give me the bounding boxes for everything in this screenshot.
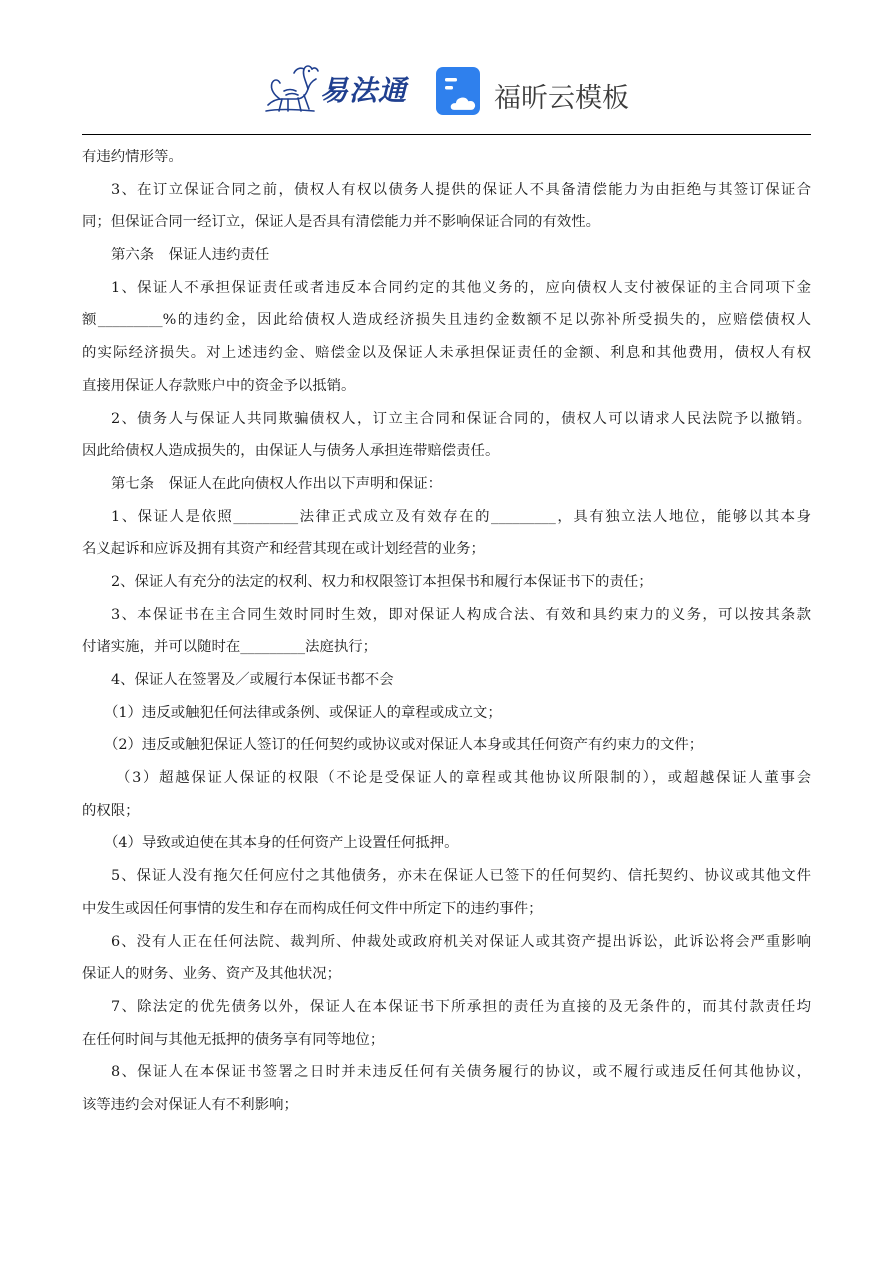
fuxin-logo	[436, 67, 636, 117]
text-line: 4、保证人在签署及／或履行本保证书都不会	[111, 672, 394, 688]
header-divider	[82, 134, 811, 135]
text-line: 2、债务人与保证人共同欺骗债权人，订立主合同和保证合同的，债权人可以请求人民法院予以撤销。	[111, 410, 811, 427]
text-line: 1、保证人不承担保证责任或者违反本合同约定的其他义务的，应向债权人支付被保证的主合同项下金	[111, 279, 811, 296]
document-body	[82, 141, 811, 1122]
text-line: （1）违反或触犯任何法律或条例、或保证人的章程或成立文；	[104, 704, 502, 721]
text-line: 7、除法定的优先债务以外，保证人在本保证书下所承担的责任为直接的及无条件的，而其付款责任均	[111, 998, 811, 1015]
yifatong-logo	[262, 61, 422, 115]
text-line: 直接用保证人存款账户中的资金予以抵销。	[82, 377, 356, 394]
text-line: 因此给债权人造成损失的，由保证人与债务人承担连带赔偿责任。	[82, 443, 500, 460]
cloud-document-icon	[436, 67, 484, 117]
text-line: 该等违约会对保证人有不利影响；	[82, 1096, 298, 1113]
text-line: （3）超越保证人保证的权限（不论是受保证人的章程或其他协议所限制的），或超越保证人董事会	[116, 770, 811, 787]
text-line: （2）违反或触犯保证人签订的任何契约或协议或对保证人本身或其任何资产有约束力的文件；	[104, 737, 704, 754]
yifatong-logo-text: 易法通	[320, 74, 408, 107]
text-line: 的实际经济损失。对上述违约金、赔偿金以及保证人未承担保证责任的金额、利息和其他费用，债权人有权	[82, 345, 811, 362]
text-line: 在任何时间与其他无抵押的债务享有同等地位；	[82, 1031, 385, 1048]
text-line: （4）导致或迫使在其本身的任何资产上设置任何抵押。	[104, 835, 459, 852]
text-line: 名义起诉和应诉及拥有其资产和经营其现在或计划经营的业务；	[82, 541, 485, 558]
article-heading: 第七条 保证人在此向债权人作出以下声明和保证：	[111, 475, 442, 492]
text-line: 3、本保证书在主合同生效时同时生效，即对保证人构成合法、有效和具约束力的义务，可以按其条款	[111, 606, 811, 623]
text-line: 保证人的财务、业务、资产及其他状况；	[82, 966, 342, 983]
text-line: 6、没有人正在任何法院、裁判所、仲裁处或政府机关对保证人或其资产提出诉讼，此诉讼将会严重影响	[111, 933, 811, 950]
qilin-icon	[262, 61, 320, 115]
text-line: 1、保证人是依照_________法律正式成立及有效存在的_________，具有独立法人地位，能够以其本身	[111, 508, 811, 525]
text-line: 5、保证人没有拖欠任何应付之其他债务，亦未在保证人已签下的任何契约、信托契约、协议或其他文件	[111, 868, 811, 885]
text-line: 2、保证人有充分的法定的权利、权力和权限签订本担保书和履行本保证书下的责任；	[111, 573, 653, 590]
text-line: 额_________%的违约金，因此给债权人造成经济损失且违约金数额不足以弥补所受损失的，应赔偿债权人	[82, 312, 811, 329]
text-line: 同；但保证合同一经订立，保证人是否具有清偿能力并不影响保证合同的有效性。	[82, 214, 601, 231]
text-line: 有违约情形等。	[82, 149, 183, 165]
fuxin-logo-text: 福昕云模板	[494, 83, 629, 114]
text-line: 的权限；	[82, 802, 140, 819]
text-line: 3、在订立保证合同之前，债权人有权以债务人提供的保证人不具备清偿能力为由拒绝与其签订保证合	[111, 181, 811, 198]
text-line: 8、保证人在本保证书签署之日时并未违反任何有关债务履行的协议，或不履行或违反任何其他协议，	[111, 1064, 811, 1081]
text-line: 付诸实施，并可以随时在_________法庭执行；	[82, 639, 378, 656]
page-header	[0, 55, 893, 121]
article-heading: 第六条 保证人违约责任	[111, 247, 270, 264]
text-line: 中发生或因任何事情的发生和存在而构成任何文件中所定下的违约事件；	[82, 900, 543, 917]
